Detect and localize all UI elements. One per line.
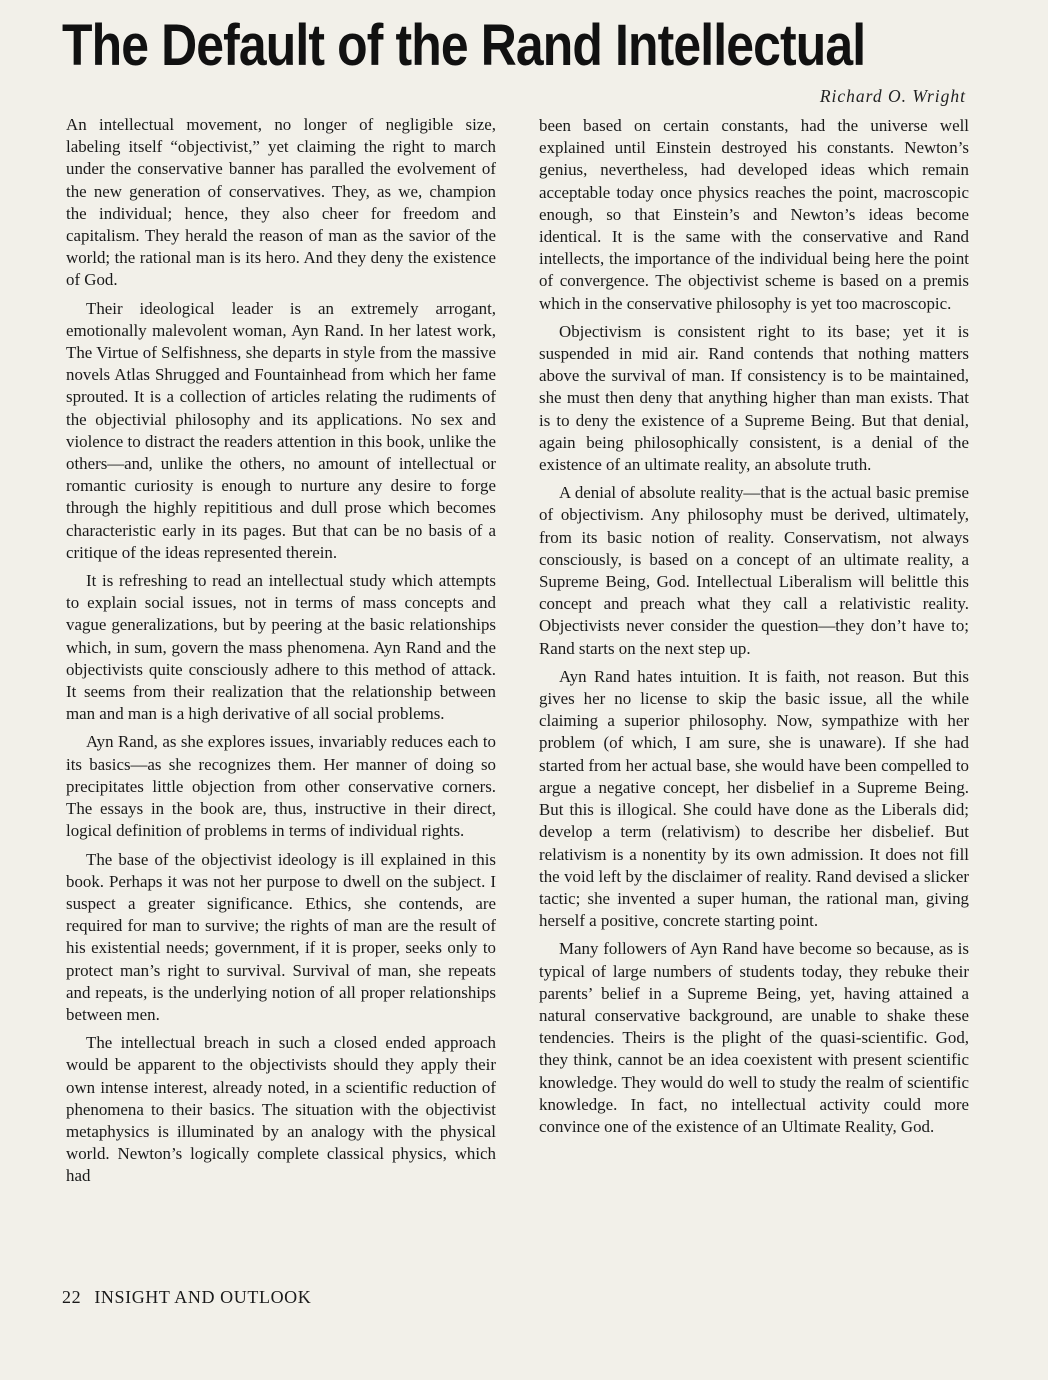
paragraph: A denial of absolute reality—that is the actual basic premise of objectivism. Any philosophy must be derived, ultimately, from its basic notion of reality. Conservatism, not always consciously, is based on a concept of an ultimate reality, a Supreme Being, God. Intellectual Liberalism will belittle this concept and preach what they call a relativistic reality. Objectivists never consider the question—they don’t have to; Rand starts on the next step up. (539, 483, 969, 658)
paragraph: Objectivism is consistent right to its base; yet it is suspended in mid air. Rand contends that nothing matters above the survival of man. If consistency is to be maintained, she must then deny that anything higher than man exists. That is to deny the existence of a Supreme Being. But that denial, again being philosophically consistent, is a denial of the existence of an ultimate reality, an absolute truth. (539, 321, 969, 475)
paragraph: Many followers of Ayn Rand have become so because, as is typical of large numbers of students today, they rebuke their parents’ belief in a Supreme Being, yet, having attained a natural conservative background, are unable to shake these tendencies. Theirs is the plight of the quasi-scientific. God, they think, cannot be an idea coexistent with present scientific knowledge. They would do well to study the realm of scientific knowledge. In fact, no intellectual activity could more convince one of the existence of an Ultimate Reality, God. (539, 939, 969, 1136)
paragraph: It is refreshing to read an intellectual study which attempts to explain social issues, not in terms of mass concepts and vague generalizations, but by peering at the basic relationships which, in sum, govern the mass phenomena. Ayn Rand and the objectivists quite consciously adhere to this method of attack. It seems from their realization that the relationship between man and man is a high derivative of all social problems. (66, 571, 496, 724)
publication-name: INSIGHT AND OUTLOOK (94, 1287, 312, 1307)
paragraph: An intellectual movement, no longer of negligible size, labeling itself “objectivist,” yet claiming the right to march under the conservative banner has paralled the evolvement of the new generation of conservatives. They, as we, champion the individual; hence, they also cheer for freedom and capitalism. They herald the reason of man as the savior of the world; the rational man is its hero. And they deny the existence of God. (66, 115, 496, 290)
left-column (66, 114, 496, 1194)
article-title: The Default of the Rand Intellectual (62, 13, 866, 78)
right-column (539, 115, 969, 1144)
paragraph: Ayn Rand, as she explores issues, invariably reduces each to its basics—as she recognizes them. Her manner of doing so precipitates little objection from other conservative corners. The essays in the book are, thus, instructive in their direct, logical definition of problems in terms of individual rights. (66, 732, 496, 841)
paragraph: Their ideological leader is an extremely arrogant, emotionally malevolent woman, Ayn Rand. In her latest work, The Virtue of Selfishness, she departs in style from the massive novels Atlas Shrugged and Fountainhead from which her fame sprouted. It is a collection of articles relating the rudiments of the objectivial philosophy and its applications. No sex and violence to distract the readers attention in this book, unlike the others—and, unlike the others, no amount of intellectual or romantic curiosity is enough to nurture any desire to forge through the highly repititious and dull prose which becomes characteristic early in its pages. But that can be no basis of a critique of the ideas represented therein. (66, 298, 496, 562)
paragraph: been based on certain constants, had the universe well explained until Einstein destroyed his constants. Newton’s genius, nevertheless, had developed ideas which remain acceptable today once physics reaches the point, macroscopic enough, so that Einstein’s and Newton’s ideas become identical. It is the same with the conservative and Rand intellects, the importance of the individual being here the point of convergence. The objectivist scheme is based on a premis which in the conservative philosophy is yet too macroscopic. (539, 116, 969, 313)
paragraph: Ayn Rand hates intuition. It is faith, not reason. But this gives her no license to skip the basic issue, all the while claiming a superior philosophy. Now, sympathize with her problem (of which, I am sure, she is unaware). If she had started from her actual base, she would have been compelled to argue a negative concept, her disbelief in a Supreme Being. But this is illogical. She could have done as the Liberals did; develop a term (relativism) to describe her disbelief. But relativism is a nonentity by its own admission. It does not fill the void left by the disclaimer of reality. Rand devised a slicker tactic; she invented a super human, the rational man, giving herself a positive, concrete starting point. (539, 666, 969, 931)
author-byline: Richard O. Wright (819, 86, 966, 106)
paragraph: The base of the objectivist ideology is ill explained in this book. Perhaps it was not her purpose to dwell on the subject. I suspect a greater significance. Ethics, she contends, are required for man to survive; the rights of man are the result of his existential needs; government, if it is proper, seeks only to protect man’s right to survival. Survival of man, she repeats and repeats, is the underlying notion of all proper relationships between men. (66, 849, 496, 1024)
page-number: 22 (62, 1287, 82, 1307)
paragraph: The intellectual breach in such a closed ended approach would be apparent to the objectivists should they apply their own intense interest, already noted, in a scientific reduction of phenomena to their basics. The situation with the objectivist metaphysics is illuminated by an analogy with the physical world. Newton’s logically complete classical physics, which had (66, 1033, 496, 1186)
page-footer (62, 1287, 311, 1308)
